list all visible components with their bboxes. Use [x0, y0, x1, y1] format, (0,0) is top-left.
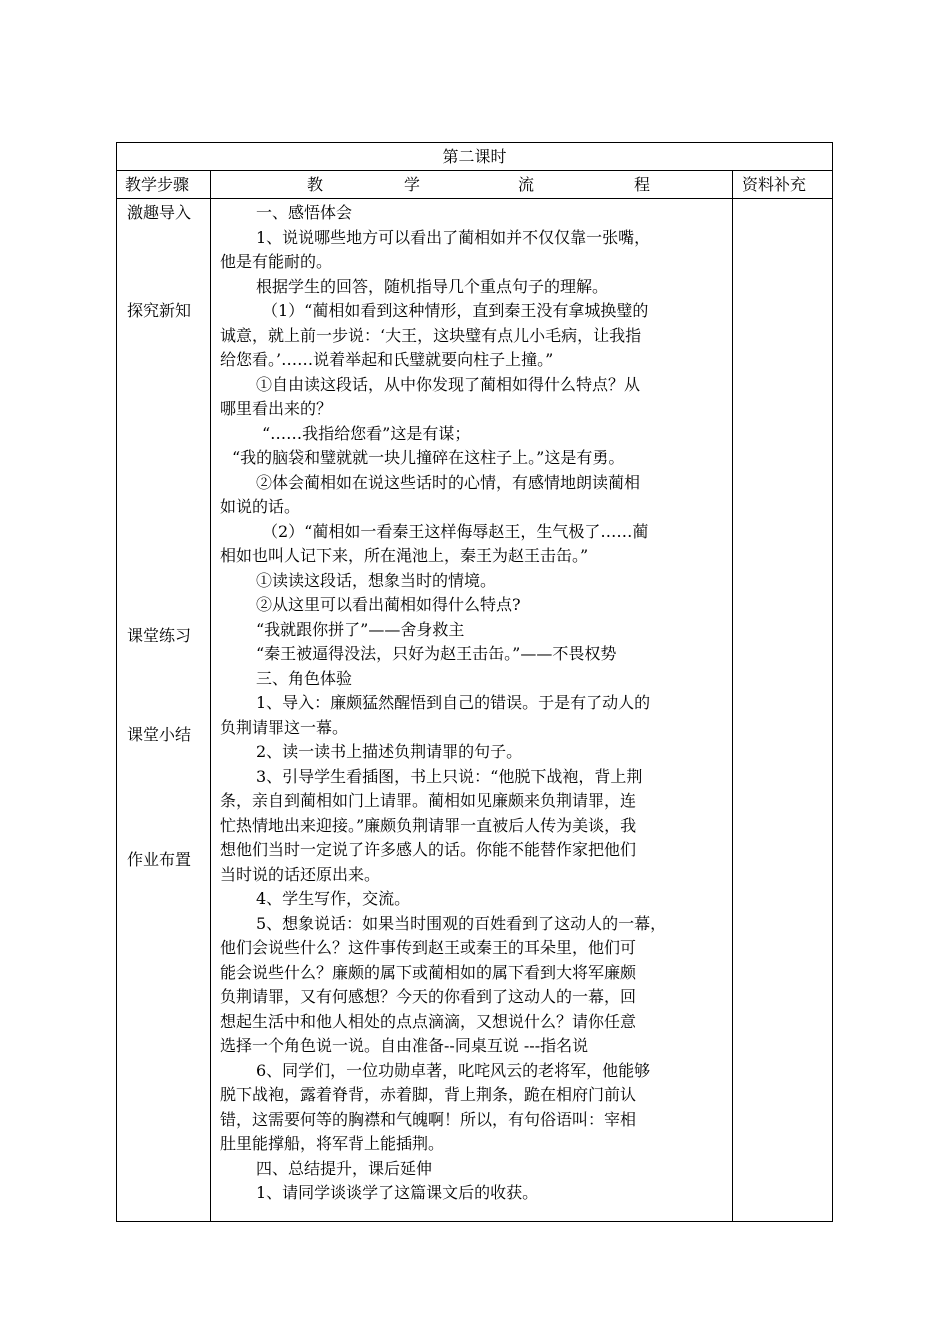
content-line: 根据学生的回答，随机指导几个重点句子的理解。	[256, 276, 609, 296]
content-line: （1）“蔺相如看到这种情形，直到秦王没有拿城换璧的	[262, 301, 649, 320]
content-line: 哪里看出来的？	[220, 399, 333, 418]
lesson-table	[116, 142, 833, 1222]
content-line: ①读读这段话，想象当时的情境。	[256, 570, 497, 590]
content-line: “我的脑袋和璧就就一块儿撞碎在这柱子上。”这是有勇。	[232, 448, 625, 467]
content-line: “秦王被逼得没法，只好为赵王击缶。”——不畏权势	[256, 644, 617, 663]
content-line: 想他们当时一定说了许多感人的话。你能不能替作家把他们	[220, 840, 637, 859]
content-line: 选择一个角色说一说。自由准备--同桌互说 ---指名说	[220, 1036, 589, 1055]
content-line: “……我指给您看”这是有谋；	[262, 423, 471, 443]
step-homework: 作业布置	[127, 850, 192, 869]
content-line: 错，这需要何等的胸襟和气魄啊！所以，有句俗语叫：宰相	[220, 1109, 637, 1129]
header-supplement: 资料补充	[742, 175, 807, 194]
content-line: 三、角色体验	[256, 668, 353, 688]
title-divider	[117, 170, 832, 171]
content-line: 如说的话。	[220, 497, 301, 516]
header-process-char-3: 流	[518, 175, 535, 194]
content-line: 当时说的话还原出来。	[220, 864, 381, 884]
step-explore: 探究新知	[127, 301, 192, 320]
content-line: 负荆请罪这一幕。	[220, 717, 349, 737]
content-line: 给您看。’……说着举起和氏璧就要向柱子上撞。”	[220, 350, 554, 369]
content-line: 4、学生写作，交流。	[256, 889, 411, 908]
content-line: 1、说说哪些地方可以看出了蔺相如并不仅仅靠一张嘴，	[256, 227, 651, 247]
content-line: （2）“蔺相如一看秦王这样侮辱赵王，生气极了……蔺	[262, 521, 649, 541]
content-line: 负荆请罪，又有何感想？今天的你看到了这动人的一幕，回	[220, 987, 637, 1006]
content-line: 6、同学们，一位功勋卓著，叱咤风云的老将军，他能够	[256, 1060, 651, 1080]
content-line: 条，亲自到蔺相如门上请罪。蔺相如见廉颇来负荆请罪，连	[220, 791, 637, 810]
step-intro: 激趣导入	[127, 203, 192, 222]
step-practice: 课堂练习	[127, 626, 192, 645]
content-line: 忙热情地出来迎接。”廉颇负荆请罪一直被后人传为美谈，我	[220, 815, 637, 835]
content-line: 能会说些什么？廉颇的属下或蔺相如的属下看到大将军廉颇	[220, 962, 637, 982]
content-line: 5、想象说话：如果当时围观的百姓看到了这动人的一幕，	[256, 913, 667, 933]
content-line: 一、感悟体会	[256, 203, 353, 222]
content-line: 脱下战袍，露着脊背，赤着脚，背上荆条，跪在相府门前认	[220, 1085, 637, 1104]
content-line: 他们会说些什么？这件事传到赵王或秦王的耳朵里，他们可	[220, 938, 637, 957]
content-line: ①自由读这段话，从中你发现了蔺相如得什么特点？从	[256, 374, 641, 394]
header-divider	[117, 198, 832, 199]
header-teaching-steps: 教学步骤	[125, 175, 190, 194]
column-divider-2	[732, 171, 733, 1221]
content-line: 四、总结提升，课后延伸	[256, 1158, 433, 1178]
content-line: “我就跟你拼了”——舍身救主	[256, 619, 465, 639]
content-line: 1、导入：廉颇猛然醒悟到自己的错误。于是有了动人的	[256, 693, 651, 712]
header-process-char-2: 学	[404, 175, 421, 194]
content-line: 2、读一读书上描述负荆请罪的句子。	[256, 742, 523, 761]
content-line: 3、引导学生看插图，书上只说：“他脱下战袍，背上荆	[256, 766, 643, 786]
table-title: 第二课时	[442, 147, 507, 166]
column-divider-1	[210, 171, 211, 1221]
content-line: 肚里能撑船，将军背上能插荆。	[220, 1134, 445, 1153]
content-line: 相如也叫人记下来，所在渑池上，秦王为赵王击缶。”	[220, 546, 589, 565]
content-line: 诚意，就上前一步说：‘大王，这块璧有点儿小毛病，让我指	[220, 325, 642, 345]
content-line: 1、请同学谈谈学了这篇课文后的收获。	[256, 1183, 539, 1202]
content-line: 他是有能耐的。	[220, 252, 333, 271]
content-line: ②体会蔺相如在说这些话时的心情，有感情地朗读蔺相	[256, 472, 641, 492]
content-line: 想起生活中和他人相处的点点滴滴，又想说什么？请你任意	[220, 1011, 637, 1031]
content-line: ②从这里可以看出蔺相如得什么特点?	[256, 595, 521, 614]
process-content	[220, 201, 725, 1206]
header-process-char-1: 教	[307, 175, 324, 194]
step-summary: 课堂小结	[127, 725, 192, 744]
header-process-char-4: 程	[634, 175, 651, 194]
